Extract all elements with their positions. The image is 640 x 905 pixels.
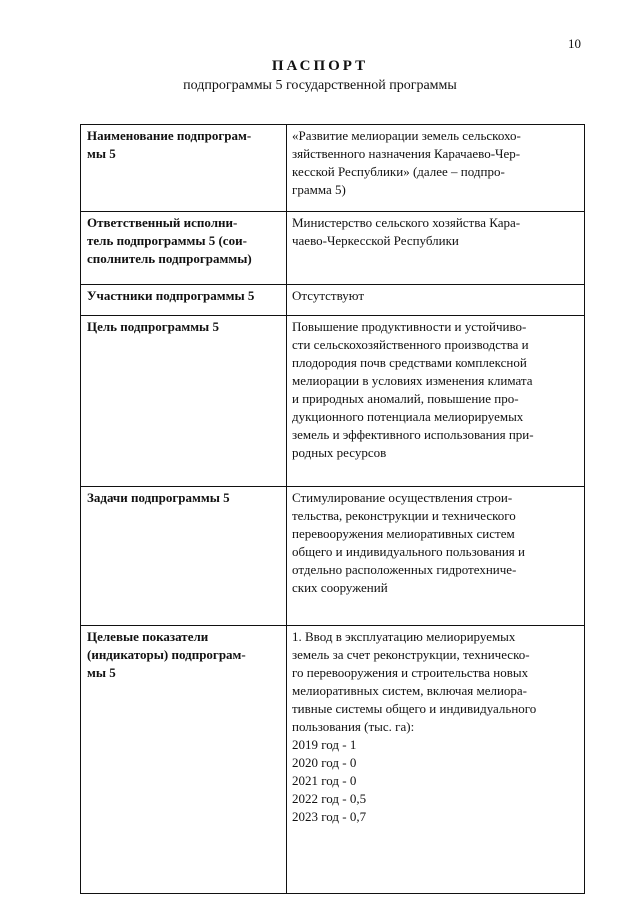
document-subtitle: подпрограммы 5 государственной программы (183, 78, 457, 93)
row-value: Стимулирование осуществления строи- тельства, реконструкции и технического перевооружения мелиоративных систем общего и индивидуального пользования и отдельно расположенных гидротехниче- ских сооружений (287, 487, 585, 626)
table-row (81, 285, 585, 316)
row-label: Задачи подпрограммы 5 (81, 487, 287, 626)
row-label: Ответственный исполни- тель подпрограммы 5 (сои- сполнитель подпрограммы) (81, 212, 287, 285)
document-title: ПАСПОРТ (271, 58, 369, 74)
row-label: Целевые показатели (индикаторы) подпрограм- мы 5 (81, 626, 287, 894)
row-label: Наименование подпрограм- мы 5 (81, 125, 287, 212)
row-value: «Развитие мелиорации земель сельскохо- зяйственного назначения Карачаево-Чер- кесской Республики» (далее – подпро- грамма 5) (287, 125, 585, 212)
row-value: Министерство сельского хозяйства Кара- чаево-Черкесской Республики (287, 212, 585, 285)
table-row (81, 316, 585, 487)
table-row (81, 125, 585, 212)
table-row (81, 626, 585, 894)
table-row (81, 212, 585, 285)
row-value: Повышение продуктивности и устойчиво- сти сельскохозяйственного производства и плодородия почв средствами комплексной мелиорации в условиях изменения климата и природных аномалий, повышение про- дукционного потенциала мелиорируемых земель и эффективного использования при- родных ресурсов (287, 316, 585, 487)
row-value: Отсутствуют (287, 285, 585, 316)
row-label: Участники подпрограммы 5 (81, 285, 287, 316)
row-value: 1. Ввод в эксплуатацию мелиорируемых земель за счет реконструкции, техническо- го перевооружения и строительства новых мелиоративных систем, включая мелиора- тивные системы общего и индивидуального пользования (тыс. га): 2019 год - 1 2020 год - 0 2021 год - 0 2022 год - 0,5 2023 год - 0,7 (287, 626, 585, 894)
table-row (81, 487, 585, 626)
row-label: Цель подпрограммы 5 (81, 316, 287, 487)
passport-table (80, 124, 585, 894)
page-number: 10 (568, 36, 581, 51)
